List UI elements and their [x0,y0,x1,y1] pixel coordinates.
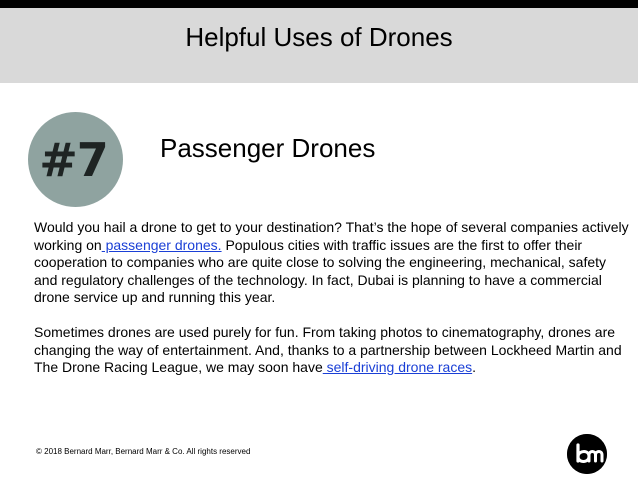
paragraph-2-text-before: Sometimes drones are used purely for fun. From taking photos to cinematography, drones are changing the way of entertainment. And, thanks to a partnership between Lockheed Martin and The Drone Racing League, we may soon have [34,324,622,375]
paragraph-2 [34,324,630,377]
passenger-drones-link[interactable]: passenger drones. [101,236,222,253]
self-driving-drone-races-link[interactable]: self-driving drone races [322,359,473,375]
paragraph-1-text-before: Would you hail a drone to get to your destination? That’s the hope of several companies actively working on [34,219,629,253]
copyright-notice: © 2018 Bernard Marr, Bernard Marr & Co. All rights reserved [36,447,251,456]
paragraph-1 [34,219,630,307]
slide-title: Helpful Uses of Drones [185,22,453,52]
bm-logo-icon [567,434,607,474]
badge-label: #7 [39,132,108,187]
number-badge [28,112,123,207]
paragraph-2-text-after: . [472,359,477,375]
bm-logo-glyph-icon [567,434,607,474]
body-text [34,219,630,377]
top-strip [0,0,638,8]
section-title: Passenger Drones [160,133,376,163]
paragraph-1-text-after: Populous cities with traffic issues are the first to offer their cooperation to companies who are quite close to solving the engineering, mechanical, safety and regulatory challenges of the technology. In fact, Dubai is planning to have a commercial drone service up and running this year. [34,236,607,305]
